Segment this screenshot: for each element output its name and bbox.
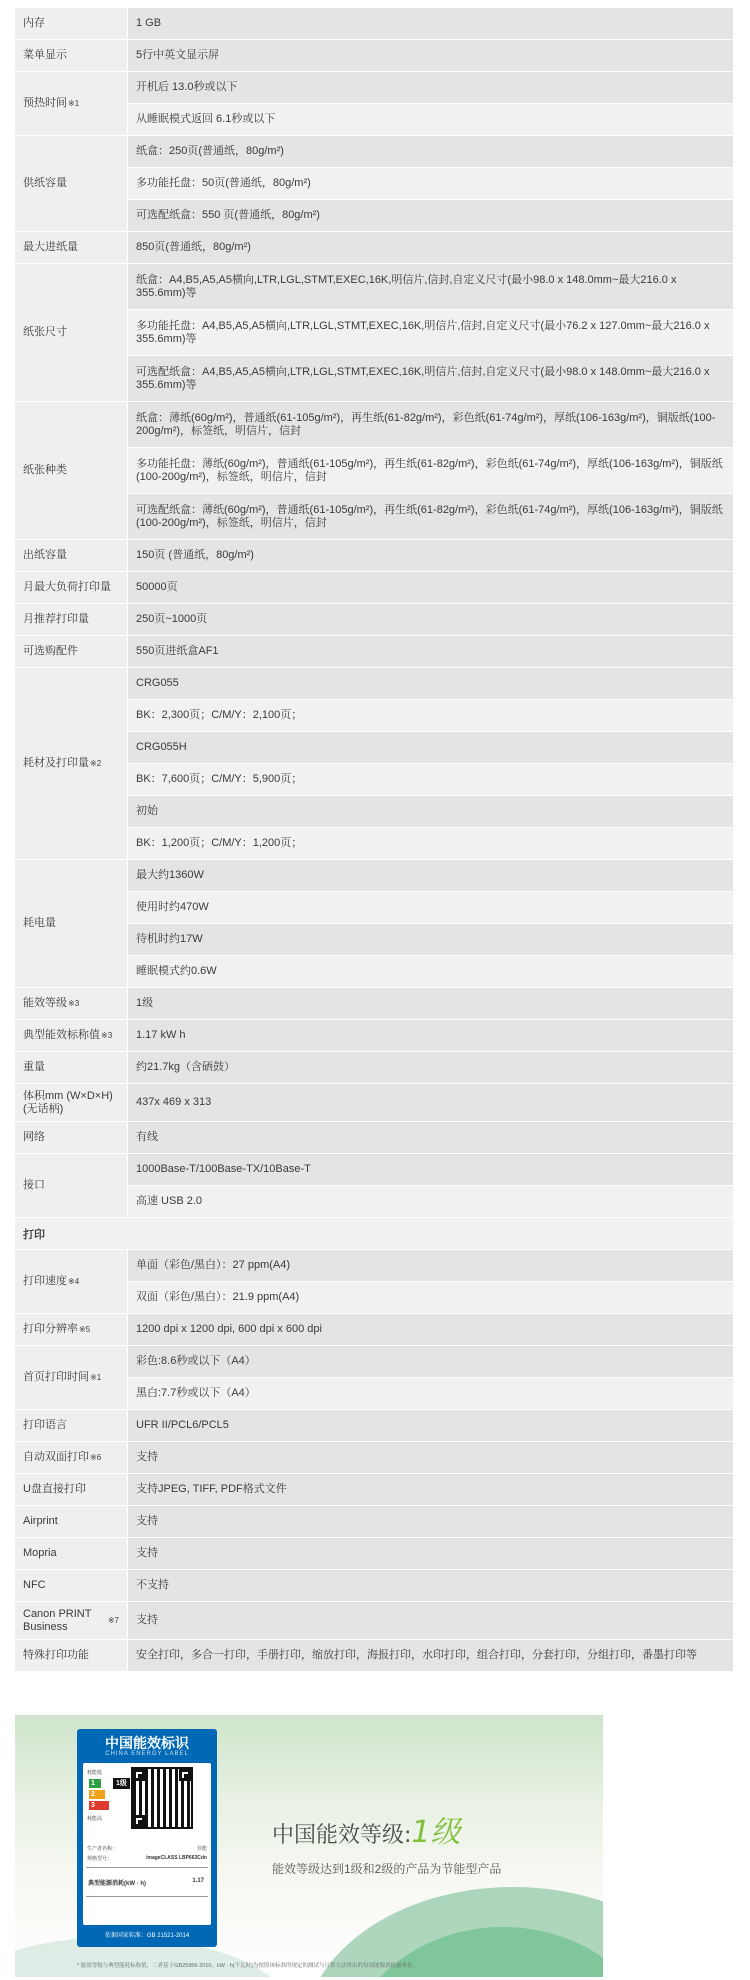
spec-label: 打印速度 ※4 bbox=[15, 1250, 127, 1313]
spec-label: 典型能效标称值 ※3 bbox=[15, 1020, 127, 1051]
energy-label-subtitle: CHINA ENERGY LABEL bbox=[105, 1751, 189, 1757]
spec-label-text: Mopria bbox=[23, 1547, 57, 1559]
spec-label-text: 月最大负荷打印量 bbox=[23, 581, 111, 593]
energy-banner bbox=[15, 1715, 603, 1977]
spec-value: 不支持 bbox=[128, 1570, 733, 1601]
spec-label bbox=[15, 136, 127, 231]
spec-label-text: 首页打印时间 bbox=[23, 1371, 89, 1383]
high-consumption-text: 耗能高 bbox=[87, 1816, 103, 1822]
spec-value: 150页 (普通纸，80g/m²) bbox=[128, 540, 733, 571]
spec-label bbox=[15, 636, 127, 667]
spec-label-text: 纸张种类 bbox=[23, 464, 67, 476]
spec-label: 耗材及打印量 ※2 bbox=[15, 668, 127, 859]
spec-label-text: 内存 bbox=[23, 17, 45, 29]
heading-prefix: 中国能效等级: bbox=[272, 1823, 412, 1848]
spec-label bbox=[15, 1538, 127, 1569]
spec-value: 纸盒：250页(普通纸，80g/m²) bbox=[128, 136, 733, 167]
spec-value: 安全打印，多合一打印，手册打印，缩放打印，海报打印，水印打印，组合打印，分套打印，分组打印，番墨打印等 bbox=[128, 1640, 733, 1671]
spec-value: 250页~1000页 bbox=[128, 604, 733, 635]
spec-label-text: 体积mm (W×D×H)(无话柄) bbox=[23, 1089, 113, 1115]
spec-label bbox=[15, 1474, 127, 1505]
spec-label-text: Canon PRINT Business bbox=[23, 1607, 92, 1633]
spec-label-text: 接口 bbox=[23, 1179, 45, 1191]
spec-label-text: NFC bbox=[23, 1579, 46, 1591]
spec-label-text: 最大进纸量 bbox=[23, 241, 78, 253]
spec-value: 黑白:7.7秒或以下（A4） bbox=[128, 1378, 733, 1409]
spec-value: 单面（彩色/黑白）：27 ppm(A4) bbox=[128, 1250, 733, 1281]
energy-grade-subheading: 能效等级达到1级和2级的产品为节能型产品 bbox=[272, 1862, 502, 1876]
spec-value: 支持 bbox=[128, 1442, 733, 1473]
spec-value: 1.17 kW h bbox=[128, 1020, 733, 1051]
spec-value: 多功能托盘：A4,B5,A5,A5横向,LTR,LGL,STMT,EXEC,16K,明信片,信封,自定义尺寸(最小76.2 x 127.0mm~最大216.0 x 355.6mm)等 bbox=[128, 310, 733, 355]
spec-label bbox=[15, 8, 127, 39]
spec-label bbox=[15, 1570, 127, 1601]
grade-bar-2: 2 bbox=[89, 1790, 105, 1799]
spec-label bbox=[15, 264, 127, 401]
spec-label-text: 打印速度 bbox=[23, 1275, 67, 1287]
spec-label-text: 可选购配件 bbox=[23, 645, 78, 657]
spec-value: CRG055H bbox=[128, 732, 733, 763]
spec-value: 有线 bbox=[128, 1122, 733, 1153]
model-value: imageCLASS LBP663Cdn bbox=[146, 1855, 207, 1861]
spec-label-text: 预热时间 bbox=[23, 97, 67, 109]
spec-value: 1000Base-T/100Base-TX/10Base-T bbox=[128, 1154, 733, 1185]
spec-value: 约21.7kg（含硒鼓） bbox=[128, 1052, 733, 1083]
energy-row bbox=[86, 1867, 208, 1897]
spec-label bbox=[15, 540, 127, 571]
spec-label bbox=[15, 1506, 127, 1537]
spec-table bbox=[15, 8, 733, 1671]
spec-value: 850页(普通纸，80g/m²) bbox=[128, 232, 733, 263]
spec-value: 可选配纸盒：550 页(普通纸，80g/m²) bbox=[128, 200, 733, 231]
spec-label-text: 月推荐打印量 bbox=[23, 613, 89, 625]
spec-label: 能效等级 ※3 bbox=[15, 988, 127, 1019]
spec-label-text: U盘直接打印 bbox=[23, 1483, 86, 1495]
spec-value: BK：1,200页；C/M/Y：1,200页； bbox=[128, 828, 733, 859]
spec-value: 可选配纸盒：A4,B5,A5,A5横向,LTR,LGL,STMT,EXEC,16K,明信片,信封,自定义尺寸(最小98.0 x 148.0mm~最大216.0 x 355.6mm)等 bbox=[128, 356, 733, 401]
spec-label-text: 打印分辨率 bbox=[23, 1323, 78, 1335]
spec-label: 打印分辨率 ※5 bbox=[15, 1314, 127, 1345]
spec-label bbox=[15, 572, 127, 603]
spec-value: 支持JPEG, TIFF, PDF格式文件 bbox=[128, 1474, 733, 1505]
spec-value: UFR II/PCL6/PCL5 bbox=[128, 1410, 733, 1441]
spec-value: 50000页 bbox=[128, 572, 733, 603]
spec-label-text: 纸张尺寸 bbox=[23, 326, 67, 338]
spec-label-text: 耗材及打印量 bbox=[23, 757, 89, 769]
qr-code bbox=[133, 1769, 191, 1827]
spec-label-text: 耗电量 bbox=[23, 917, 56, 929]
spec-value: 待机时约17W bbox=[128, 924, 733, 955]
brand-value: 佳能 bbox=[196, 1846, 207, 1852]
spec-value: 高速 USB 2.0 bbox=[128, 1186, 733, 1217]
spec-value: 使用时约470W bbox=[128, 892, 733, 923]
spec-value: 双面（彩色/黑白）：21.9 ppm(A4) bbox=[128, 1282, 733, 1313]
energy-row-value: 1.17 bbox=[192, 1878, 204, 1884]
spec-value: 550页进纸盒AF1 bbox=[128, 636, 733, 667]
spec-label bbox=[15, 402, 127, 539]
spec-label-text: 重量 bbox=[23, 1061, 45, 1073]
spec-value: 多功能托盘：薄纸(60g/m²)，普通纸(61-105g/m²)，再生纸(61-82g/m²)，彩色纸(61-74g/m²)，厚纸(106-163g/m²)，铜版纸(100-200g/m²)，标签纸，明信片，信封 bbox=[128, 448, 733, 493]
energy-label-title: 中国能效标识 bbox=[105, 1735, 189, 1751]
spec-value: 5行中英文显示屏 bbox=[128, 40, 733, 71]
spec-value: 从睡眠模式返回 6.1秒或以下 bbox=[128, 104, 733, 135]
spec-label-text: 出纸容量 bbox=[23, 549, 67, 561]
spec-label-text: 自动双面打印 bbox=[23, 1451, 89, 1463]
low-consumption-text: 耗能低 bbox=[87, 1770, 103, 1776]
spec-value: 纸盒：薄纸(60g/m²)，普通纸(61-105g/m²)，再生纸(61-82g/m²)，彩色纸(61-74g/m²)，厚纸(106-163g/m²)，铜版纸(100-200g/m²)，标签纸，明信片，信封 bbox=[128, 402, 733, 447]
section-heading: 打印 bbox=[15, 1218, 733, 1249]
spec-value: 多功能托盘：50页(普通纸，80g/m²) bbox=[128, 168, 733, 199]
spec-label: 首页打印时间 ※1 bbox=[15, 1346, 127, 1409]
spec-label bbox=[15, 1084, 127, 1121]
spec-value: 支持 bbox=[128, 1506, 733, 1537]
maker-label: 生产者名称： bbox=[87, 1846, 118, 1852]
spec-value: 初始 bbox=[128, 796, 733, 827]
spec-value: 437x 469 x 313 bbox=[128, 1084, 733, 1121]
spec-label-text: 能效等级 bbox=[23, 997, 67, 1009]
spec-label-text: 特殊打印功能 bbox=[23, 1649, 89, 1661]
spec-value: 开机后 13.0秒或以下 bbox=[128, 72, 733, 103]
spec-label-text: Airprint bbox=[23, 1515, 58, 1527]
model-label: 规格型号： bbox=[87, 1856, 113, 1862]
spec-label bbox=[15, 1410, 127, 1441]
spec-value: 1级 bbox=[128, 988, 733, 1019]
spec-value: 支持 bbox=[128, 1602, 733, 1639]
spec-value: 睡眠模式约0.6W bbox=[128, 956, 733, 987]
spec-label-text: 打印语言 bbox=[23, 1419, 67, 1431]
spec-label-text: 菜单显示 bbox=[23, 49, 67, 61]
spec-label: 自动双面打印 ※6 bbox=[15, 1442, 127, 1473]
grade-bar-1: 1 bbox=[89, 1779, 101, 1788]
spec-value: 可选配纸盒：薄纸(60g/m²)，普通纸(61-105g/m²)，再生纸(61-82g/m²)，彩色纸(61-74g/m²)，厚纸(106-163g/m²)，铜版纸(100-200g/m²)，标签纸，明信片，信封 bbox=[128, 494, 733, 539]
spec-label bbox=[15, 232, 127, 263]
spec-label bbox=[15, 40, 127, 71]
heading-level: 1级 bbox=[411, 1815, 461, 1850]
spec-label: Canon PRINT Business ※7 bbox=[15, 1602, 127, 1639]
spec-label-text: 供纸容量 bbox=[23, 177, 67, 189]
spec-label bbox=[15, 1154, 127, 1217]
spec-label bbox=[15, 1052, 127, 1083]
energy-label-body bbox=[83, 1763, 211, 1925]
energy-row-label: 典型能源消耗(kW · h) bbox=[88, 1881, 146, 1887]
spec-value: BK：2,300页；C/M/Y：2,100页； bbox=[128, 700, 733, 731]
spec-label bbox=[15, 1122, 127, 1153]
banner-footnote: * 能效等级与典型能耗标称值，二者基于GB25956-2010。kW · h(千瓦时)为按照该标准所规定的测试与计算方法得出的每周能源消耗量单位。 bbox=[77, 1963, 419, 1969]
grade-bar-3: 3 bbox=[89, 1801, 109, 1810]
energy-grade-heading bbox=[272, 1807, 461, 1851]
spec-value: 1 GB bbox=[128, 8, 733, 39]
spec-label-text: 典型能效标称值 bbox=[23, 1029, 100, 1041]
spec-value: 纸盒：A4,B5,A5,A5横向,LTR,LGL,STMT,EXEC,16K,明信片,信封,自定义尺寸(最小98.0 x 148.0mm~最大216.0 x 355.6mm)等 bbox=[128, 264, 733, 309]
spec-value: BK：7,600页；C/M/Y：5,900页； bbox=[128, 764, 733, 795]
grade-marker: 1级 bbox=[113, 1778, 130, 1789]
spec-label bbox=[15, 1640, 127, 1671]
spec-value: 最大约1360W bbox=[128, 860, 733, 891]
energy-label-card bbox=[77, 1729, 217, 1947]
spec-value: CRG055 bbox=[128, 668, 733, 699]
spec-label-text: 网络 bbox=[23, 1131, 45, 1143]
energy-label-footer: 依据国家标准：GB 21521-2014 bbox=[104, 1933, 190, 1939]
spec-value: 1200 dpi x 1200 dpi, 600 dpi x 600 dpi bbox=[128, 1314, 733, 1345]
spec-label bbox=[15, 604, 127, 635]
spec-label bbox=[15, 860, 127, 987]
spec-value: 支持 bbox=[128, 1538, 733, 1569]
spec-value: 彩色:8.6秒或以下（A4） bbox=[128, 1346, 733, 1377]
spec-label: 预热时间 ※1 bbox=[15, 72, 127, 135]
